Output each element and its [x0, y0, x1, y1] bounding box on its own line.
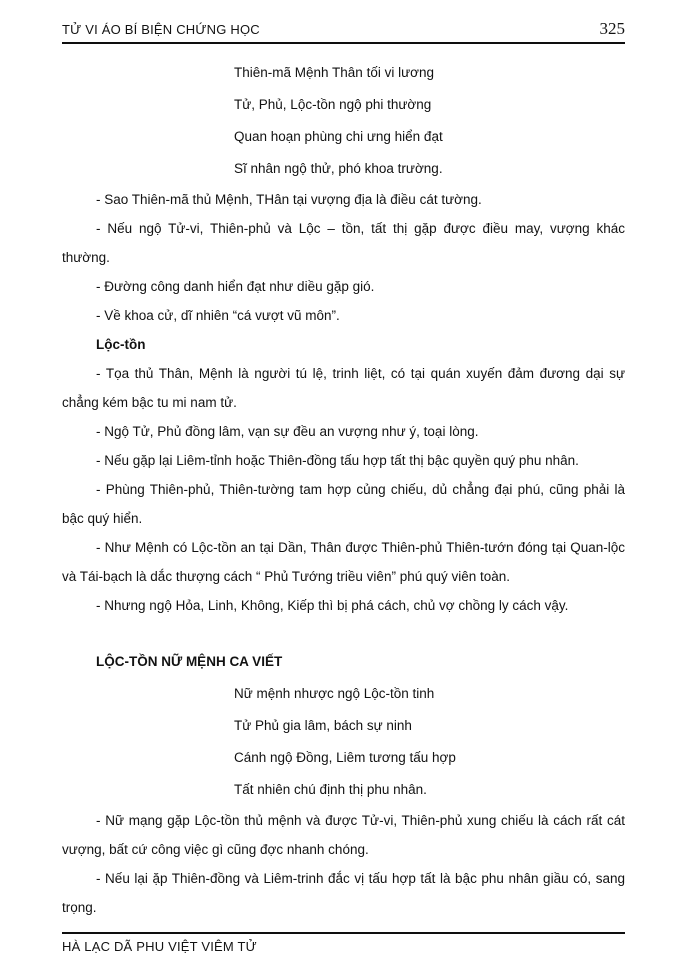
poem-line: Nữ mệnh nhược ngộ Lộc-tồn tinh — [234, 686, 435, 701]
section-heading-loc-ton: Lộc-tồn — [96, 337, 146, 352]
poem-line: Sĩ nhân ngộ thử, phó khoa trường. — [234, 161, 443, 176]
poem-line: Tử Phủ gia lâm, bách sự ninh — [234, 718, 412, 733]
paragraph: - Phùng Thiên-phủ, Thiên-tường tam hợp củng chiếu, dủ chẳng đại phú, cũng phải là bậc quý hiển. — [62, 482, 625, 526]
section-spacer — [62, 620, 625, 647]
book-title: TỬ VI ÁO BÍ BIỆN CHỨNG HỌC — [62, 22, 260, 37]
paragraph: - Sao Thiên-mã thủ Mệnh, THân tại vượng địa là điều cát tường. — [96, 192, 482, 207]
poem-line: Thiên-mã Mệnh Thân tối vi lương — [234, 65, 434, 80]
paragraph: - Tọa thủ Thân, Mệnh là người tú lệ, trinh liệt, có tại quán xuyến đảm đương dại sự chẳng kém bậc tu mi nam tử. — [62, 366, 625, 410]
poem-line: Tử, Phủ, Lộc-tồn ngộ phi thường — [234, 97, 432, 112]
paragraph: - Nếu ngộ Tử-vi, Thiên-phủ và Lộc – tồn, tất thị gặp được điều may, vượng khác thường. — [62, 221, 625, 265]
page-footer — [62, 932, 625, 954]
section-loc-ton — [62, 330, 625, 620]
paragraph: - Nếu lại ặp Thiên-đồng và Liêm-trinh đắc vị tấu hợp tất là bậc phu nhân giầu có, sang trọng. — [62, 871, 625, 915]
paragraph: - Ngộ Tử, Phủ đồng lâm, vạn sự đều an vượng như ý, toại lòng. — [96, 424, 479, 439]
paragraph: - Đường công danh hiển đạt như diều gặp gió. — [96, 279, 375, 294]
footer-author: HÀ LẠC DÃ PHU VIỆT VIÊM TỬ — [62, 939, 257, 954]
section-heading-loc-ton-nu-menh: LỘC-TỒN NỮ MỆNH CA VIẾT — [96, 654, 283, 669]
poem-thien-ma — [234, 57, 625, 185]
paragraph: - Nữ mạng gặp Lộc-tồn thủ mệnh và được Tử-vi, Thiên-phủ xung chiếu là cách rất cát vượng, bất cứ công việc gì cũng đợc nhanh chóng. — [62, 813, 625, 857]
page-number: 325 — [599, 19, 625, 38]
poem-loc-ton-nu-menh — [234, 678, 625, 806]
poem-line: Quan hoạn phùng chi ưng hiển đạt — [234, 129, 443, 144]
poem-line: Tất nhiên chú định thị phu nhân. — [234, 782, 427, 797]
poem-line: Cánh ngộ Đồng, Liêm tương tấu hợp — [234, 750, 456, 765]
page-header — [62, 20, 625, 44]
section-thien-ma-notes — [62, 185, 625, 330]
paragraph: - Nhưng ngộ Hỏa, Linh, Không, Kiếp thì bị phá cách, chủ vợ chồng ly cách vậy. — [96, 598, 569, 613]
paragraph: - Nếu gặp lại Liêm-tỉnh hoặc Thiên-đồng tấu hợp tất thị bậc quyền quý phu nhân. — [96, 453, 579, 468]
paragraph: - Về khoa cử, dĩ nhiên “cá vượt vũ môn”. — [96, 308, 340, 323]
section-loc-ton-nu-menh — [62, 647, 625, 922]
paragraph: - Như Mệnh có Lộc-tồn an tại Dần, Thân được Thiên-phủ Thiên-tướn đóng tại Quan-lộc và Tái-bạch là dắc thượng cách “ Phủ Tướng triều viên” phú quý viên toàn. — [62, 540, 625, 584]
